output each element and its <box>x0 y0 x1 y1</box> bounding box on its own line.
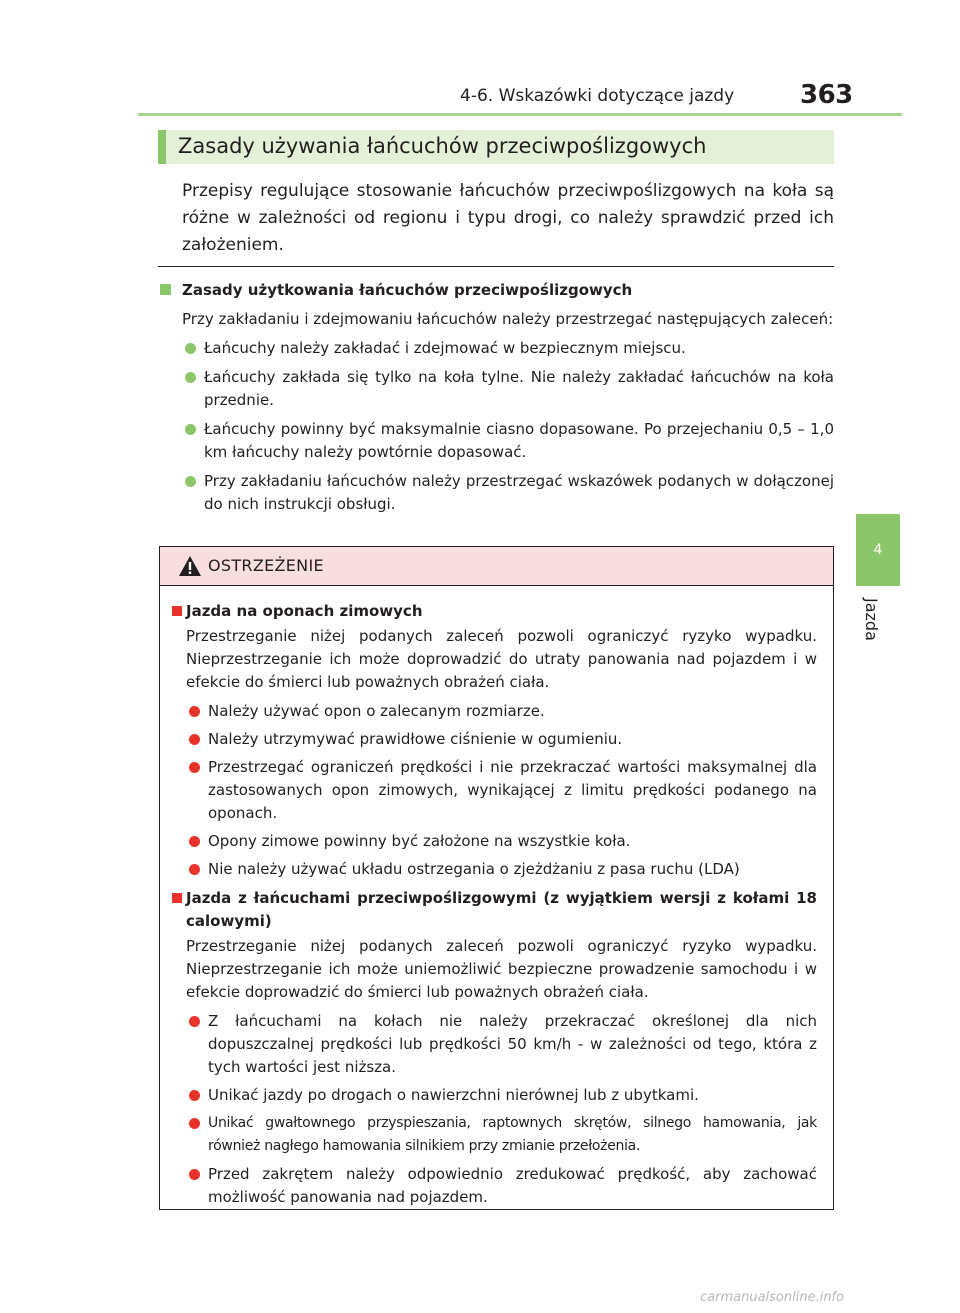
bullet-dot-icon <box>185 424 196 435</box>
square-bullet-icon <box>172 893 182 903</box>
divider-rule <box>158 266 834 267</box>
warning-item-heading: Jazda z łańcuchami przeciwpoślizgowymi (z wyjątkiem wersji z kołami 18 calowymi) <box>186 889 817 930</box>
warning-item-heading: Jazda na oponach zimowych <box>186 602 423 620</box>
bullet-dot-icon <box>185 372 196 383</box>
footer-watermark: carmanualsonline.info <box>700 1290 845 1305</box>
warning-body <box>160 586 833 1209</box>
page-header-section: 4-6. Wskazówki dotyczące jazdy <box>460 86 735 106</box>
bullet-dot-icon <box>189 1090 200 1101</box>
list-item: Nie należy używać układu ostrzegania o zjeżdżaniu z pasa ruchu (LDA) <box>208 858 817 881</box>
list-item: Przed zakrętem należy odpowiednio zredukować prędkość, aby zachować możliwość panowania nad pojazdem. <box>208 1163 817 1209</box>
list-item: Opony zimowe powinny być założone na wszystkie koła. <box>208 830 817 853</box>
section-title-bar <box>158 130 834 164</box>
subsection-lead: Przy zakładaniu i zdejmowaniu łańcuchów należy przestrzegać następujących zaleceń: <box>182 310 834 328</box>
bullet-dot-icon <box>189 864 200 875</box>
list-item: Należy używać opon o zalecanym rozmiarze. <box>208 700 817 723</box>
bullet-dot-icon <box>189 1169 200 1180</box>
warning-title: OSTRZEŻENIE <box>208 556 324 575</box>
square-bullet-icon <box>160 284 171 295</box>
warning-item-winter-tires <box>172 600 817 881</box>
warning-item-text: Przestrzeganie niżej podanych zaleceń pozwoli ograniczyć ryzyko wypadku. Nieprzestrzeganie ich może uniemożliwić bezpieczne prowadzenie samochodu i w efekcie doprowadzić do śmierci lub poważnych obrażeń ciała. <box>186 937 817 1001</box>
warning-bullet-list <box>186 1010 817 1209</box>
list-item: Przestrzegać ograniczeń prędkości i nie przekraczać wartości maksymalnej dla zastosowanych opon zimowych, wynikającej z limitu prędkości podanego na oponach. <box>208 756 817 825</box>
list-item: Z łańcuchami na kołach nie należy przekraczać określonej dla nich dopuszczalnej prędkości lub prędkości 50 km/h - w zależności od tego, która z tych wartości jest niższa. <box>208 1010 817 1079</box>
bullet-dot-icon <box>189 706 200 717</box>
list-item: Unikać jazdy po drogach o nawierzchni nierównej lub z ubytkami. <box>208 1084 817 1107</box>
bullet-dot-icon <box>189 1016 200 1027</box>
list-item: Przy zakładaniu łańcuchów należy przestrzegać wskazówek podanych w dołączonej do nich instrukcji obsługi. <box>204 470 834 516</box>
chapter-tab: 4 <box>856 514 900 586</box>
square-bullet-icon <box>172 606 182 616</box>
section-title: Zasady używania łańcuchów przeciwpoślizgowych <box>178 134 707 158</box>
bullet-dot-icon <box>189 1118 200 1129</box>
bullet-dot-icon <box>185 343 196 354</box>
bullet-dot-icon <box>189 762 200 773</box>
subsection-heading: Zasady użytkowania łańcuchów przeciwpoślizgowych <box>182 281 633 299</box>
list-item: Unikać gwałtownego przyspieszania, raptownych skrętów, silnego hamowania, jak również nagłego hamowania silnikiem przy zmianie przełożenia. <box>208 1112 817 1158</box>
list-item: Łańcuchy powinny być maksymalnie ciasno dopasowane. Po przejechaniu 0,5 – 1,0 km łańcuchy należy powtórnie dopasować. <box>204 418 834 464</box>
warning-triangle-icon <box>178 555 202 577</box>
chapter-label: Jazda <box>862 598 881 641</box>
bullet-dot-icon <box>189 836 200 847</box>
warning-bullet-list <box>186 700 817 881</box>
warning-item-text: Przestrzeganie niżej podanych zaleceń pozwoli ograniczyć ryzyko wypadku. Nieprzestrzeganie ich może doprowadzić do utraty panowania nad pojazdem i w efekcie do śmierci lub poważnych obrażeń ciała. <box>186 627 817 691</box>
warning-box <box>159 546 834 1210</box>
page-number: 363 <box>800 80 853 110</box>
warning-item-snow-chains <box>172 887 817 1209</box>
header-divider <box>138 113 902 116</box>
intro-paragraph: Przepisy regulujące stosowanie łańcuchów przeciwpoślizgowych na koła są różne w zależności od regionu i typu drogi, co należy sprawdzić przed ich założeniem. <box>182 181 834 255</box>
bullet-dot-icon <box>185 476 196 487</box>
list-item: Łańcuchy zakłada się tylko na koła tylne. Nie należy zakładać łańcuchów na koła przednie. <box>204 366 834 412</box>
warning-header <box>160 547 833 586</box>
chains-usage-section <box>158 279 834 522</box>
bullet-dot-icon <box>189 734 200 745</box>
list-item: Należy utrzymywać prawidłowe ciśnienie w ogumieniu. <box>208 728 817 751</box>
list-item: Łańcuchy należy zakładać i zdejmować w bezpiecznym miejscu. <box>204 337 834 360</box>
chains-bullet-list <box>158 337 834 516</box>
